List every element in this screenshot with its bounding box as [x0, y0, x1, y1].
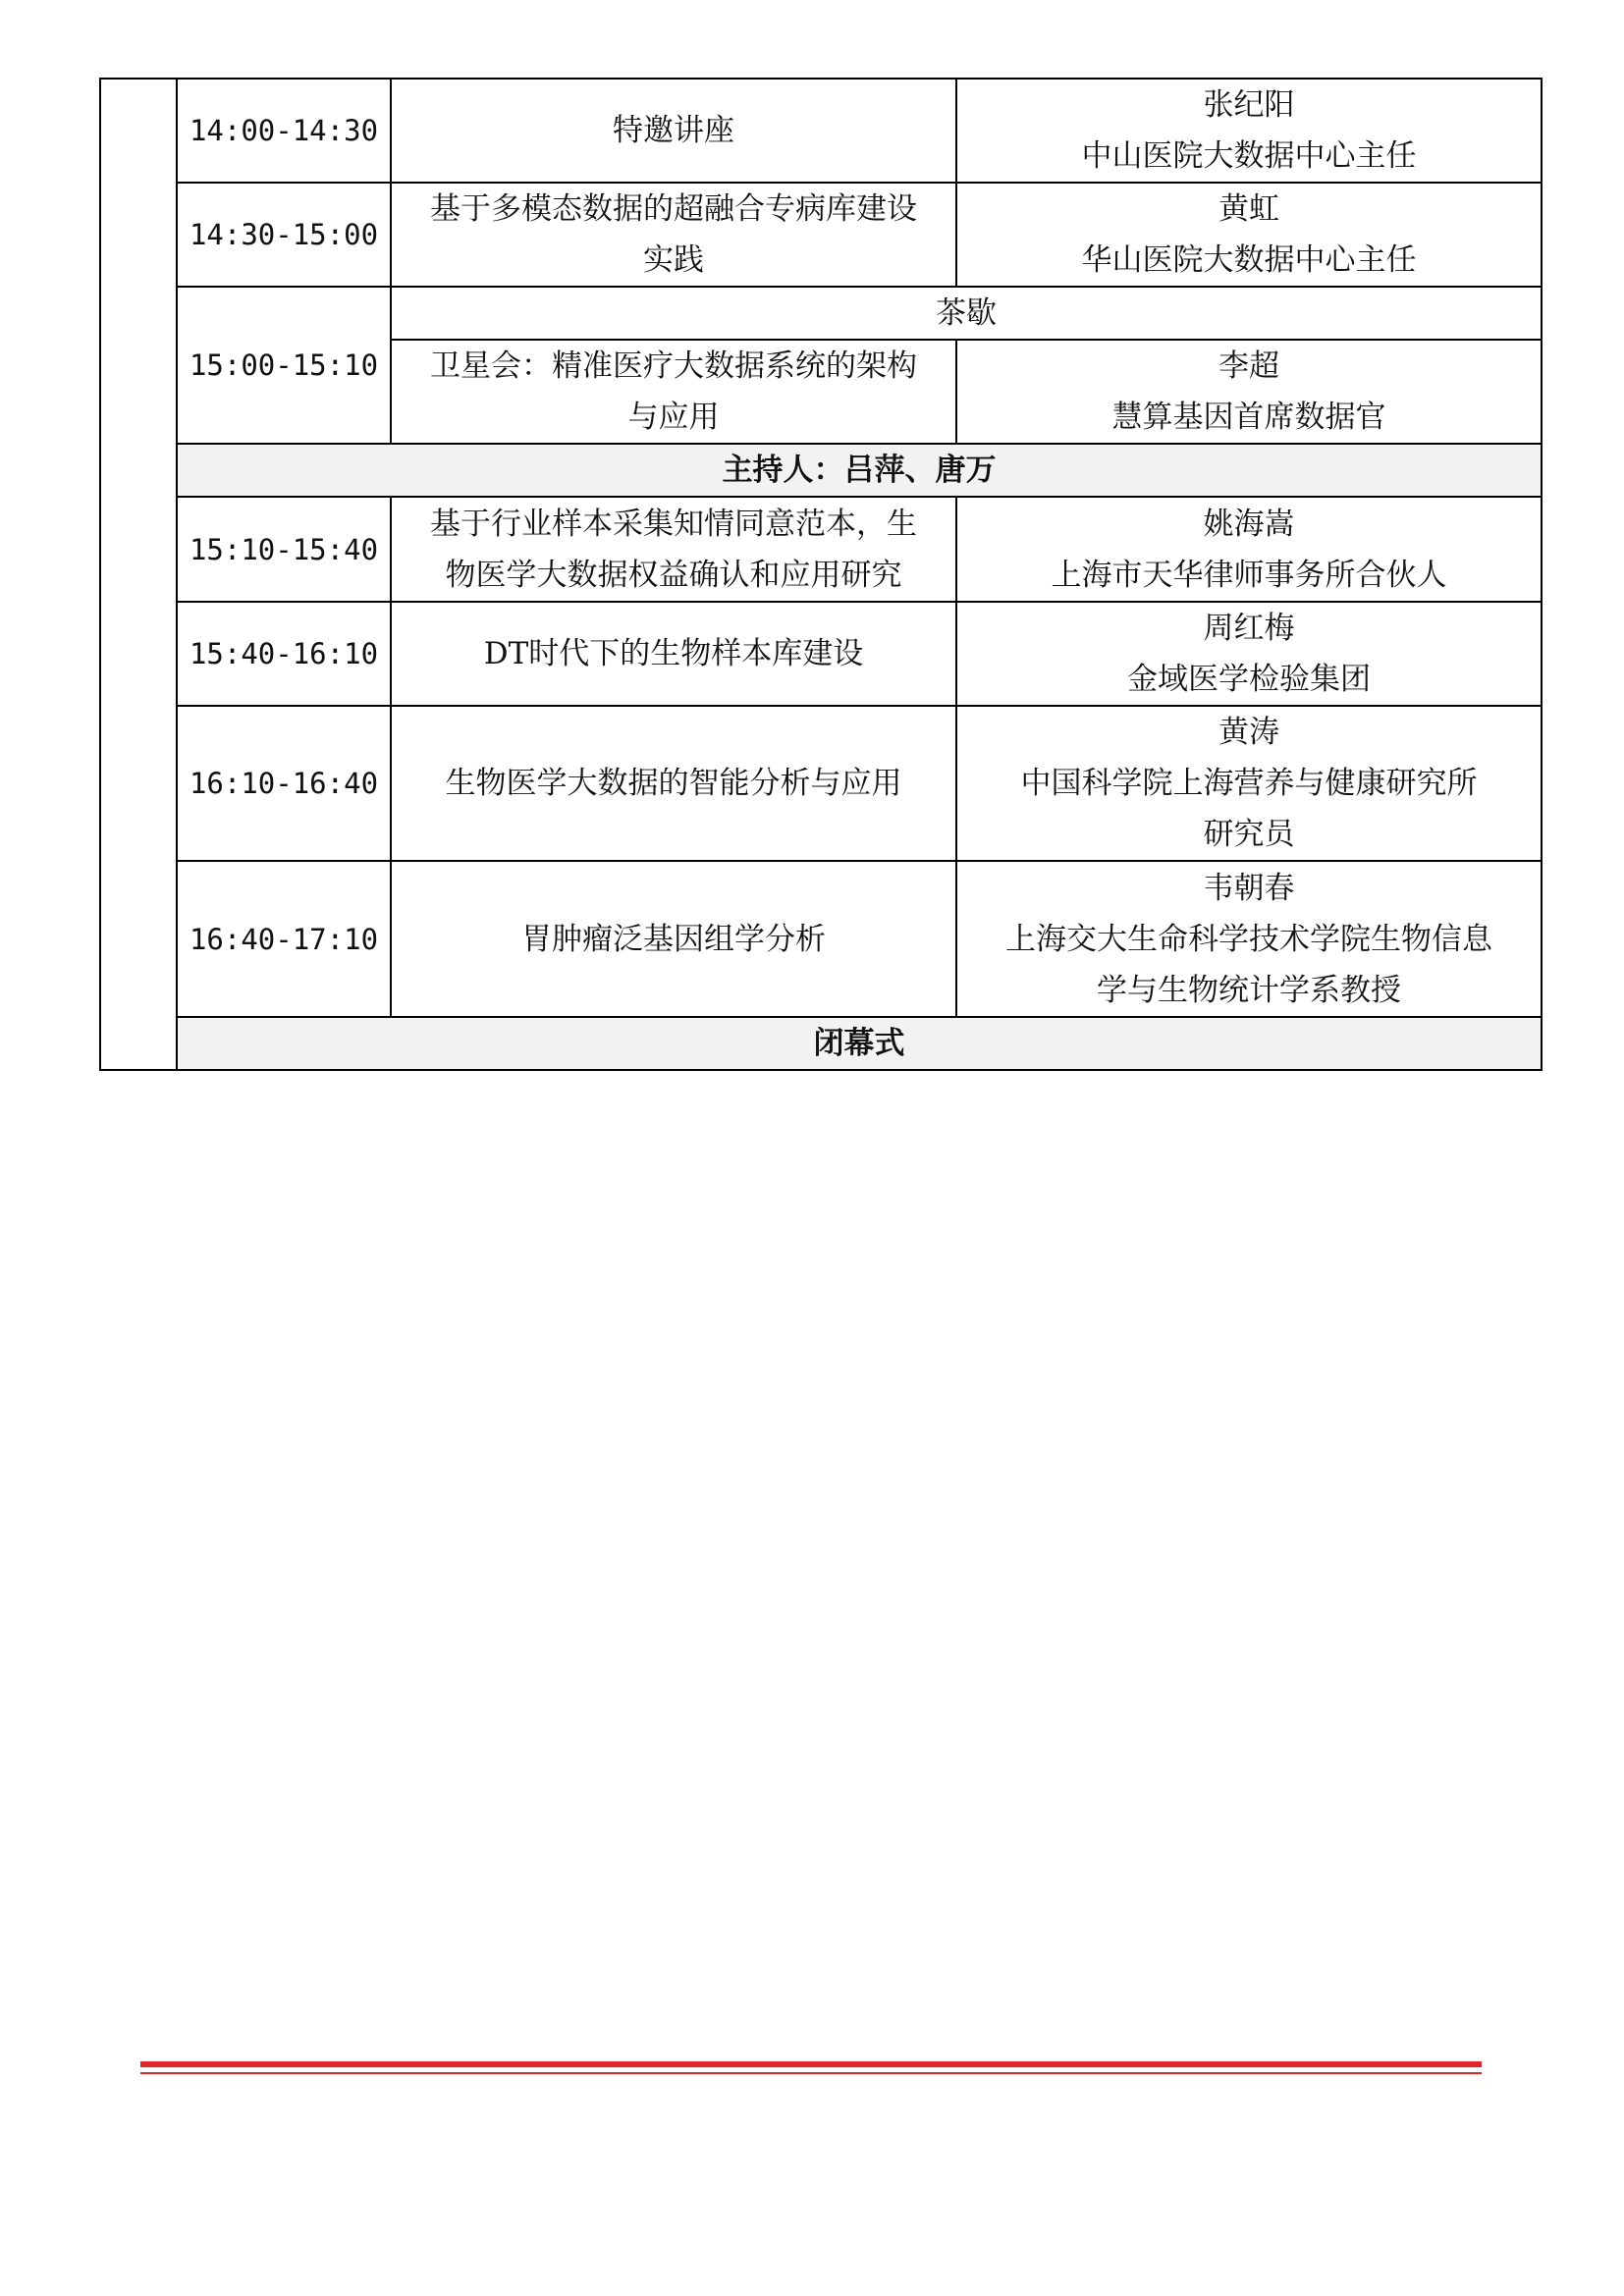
- topic-line: 胃肿瘤泛基因组学分析: [521, 921, 826, 957]
- speaker-cell: [956, 706, 1542, 861]
- topic-line: 卫星会：精准医疗大数据系统的架构: [430, 348, 917, 384]
- speaker-name: 黄涛: [1218, 715, 1279, 750]
- speaker-affiliation: 上海交大生命科学技术学院生物信息: [1005, 921, 1492, 957]
- time-cell: 16:40-17:10: [177, 861, 391, 1017]
- session-chair-header: 主持人：吕萍、唐万: [177, 444, 1542, 497]
- speaker-cell: [956, 497, 1542, 602]
- topic-cell: [391, 602, 956, 706]
- break-cell: 茶歇: [391, 287, 1542, 340]
- topic-line: DT时代下的生物样本库建设: [483, 636, 864, 671]
- topic-cell: [391, 861, 956, 1017]
- footer-rule-thick: [140, 2061, 1482, 2067]
- speaker-cell: [956, 79, 1542, 183]
- closing-ceremony-header: 闭幕式: [177, 1017, 1542, 1070]
- speaker-name: 张纪阳: [1203, 87, 1295, 123]
- table-row: [100, 1017, 1542, 1070]
- time-cell: 15:10-15:40: [177, 497, 391, 602]
- time-cell: 15:40-16:10: [177, 602, 391, 706]
- table-row: [100, 602, 1542, 706]
- speaker-cell: [956, 183, 1542, 287]
- topic-line: 生物医学大数据的智能分析与应用: [445, 766, 902, 801]
- speaker-cell: [956, 602, 1542, 706]
- speaker-affiliation: 金域医学检验集团: [1127, 662, 1371, 697]
- speaker-affiliation: 上海市天华律师事务所合伙人: [1051, 557, 1447, 593]
- topic-cell: [391, 706, 956, 861]
- time-cell: 15:00-15:10: [177, 287, 391, 444]
- speaker-affiliation: 慧算基因首席数据官: [1111, 400, 1386, 435]
- schedule-table: [99, 78, 1543, 1071]
- table-row: [100, 79, 1542, 183]
- speaker-name: 黄虹: [1218, 191, 1279, 227]
- outer-day-cell: [100, 79, 177, 1070]
- speaker-affiliation: 研究员: [1203, 817, 1295, 852]
- speaker-affiliation: 中国科学院上海营养与健康研究所: [1020, 766, 1478, 801]
- time-cell: 16:10-16:40: [177, 706, 391, 861]
- table-row: [100, 497, 1542, 602]
- topic-line: 基于行业样本采集知情同意范本，生: [430, 506, 917, 542]
- speaker-affiliation: 中山医院大数据中心主任: [1081, 138, 1417, 174]
- speaker-name: 姚海嵩: [1203, 506, 1295, 542]
- time-cell: 14:00-14:30: [177, 79, 391, 183]
- table-row: [100, 183, 1542, 287]
- topic-line: 实践: [643, 242, 704, 278]
- table-row: [100, 861, 1542, 1017]
- speaker-name: 韦朝春: [1203, 870, 1295, 906]
- speaker-name: 周红梅: [1203, 611, 1295, 646]
- topic-cell: [391, 497, 956, 602]
- time-cell: 14:30-15:00: [177, 183, 391, 287]
- table-row: [100, 444, 1542, 497]
- speaker-name: 李超: [1218, 348, 1279, 384]
- topic-line: 物医学大数据权益确认和应用研究: [445, 557, 902, 593]
- topic-line: 与应用: [627, 400, 720, 435]
- topic-line: 特邀讲座: [613, 113, 734, 148]
- speaker-affiliation: 华山医院大数据中心主任: [1081, 242, 1417, 278]
- speaker-cell: [956, 340, 1542, 444]
- topic-cell: [391, 340, 956, 444]
- topic-cell: [391, 79, 956, 183]
- footer-rule-thin: [140, 2072, 1482, 2074]
- topic-cell: [391, 183, 956, 287]
- table-row: [100, 287, 1542, 340]
- topic-line: 基于多模态数据的超融合专病库建设: [430, 191, 917, 227]
- speaker-cell: [956, 861, 1542, 1017]
- speaker-affiliation: 学与生物统计学系教授: [1097, 972, 1401, 1008]
- table-row: [100, 706, 1542, 861]
